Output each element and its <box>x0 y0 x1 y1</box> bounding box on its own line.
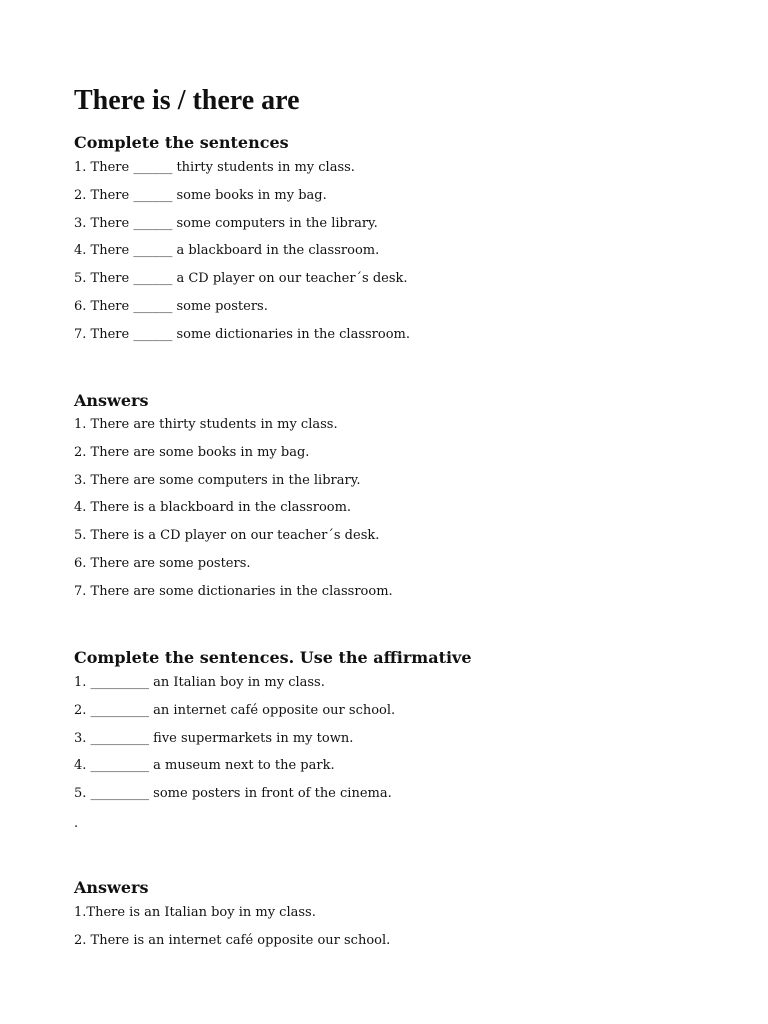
list-item: 1.There is an Italian boy in my class. <box>74 905 316 920</box>
answers1-list <box>74 415 393 610</box>
list-item: 3. There are some computers in the library. <box>74 472 361 488</box>
page-title: There is / there are <box>74 85 300 116</box>
section1-heading: Complete the sentences <box>74 133 289 152</box>
list-item: 5. There is a CD player on our teacher´s desk. <box>74 528 380 544</box>
list-item: 2. There is an internet café opposite our school. <box>74 932 391 948</box>
list-item: 4. There ______ a blackboard in the classroom. <box>74 243 380 259</box>
list-item: 6. There are some posters. <box>74 555 251 571</box>
list-item: 3. _________ five supermarkets in my town. <box>74 730 354 746</box>
answers2-heading: Answers <box>74 878 149 897</box>
list-item: 4. There is a blackboard in the classroom. <box>74 500 352 516</box>
answers2-list <box>74 903 390 959</box>
list-item: 3. There ______ some computers in the library. <box>74 215 378 231</box>
list-item: 7. There are some dictionaries in the classroom. <box>74 583 393 599</box>
trailing-mark: . <box>74 816 79 831</box>
list-item: 2. There are some books in my bag. <box>74 444 310 460</box>
section2-heading: Complete the sentences. Use the affirmative <box>74 648 472 667</box>
section2-list <box>74 673 395 812</box>
list-item: 1. There ______ thirty students in my class. <box>74 160 355 175</box>
list-item: 6. There ______ some posters. <box>74 298 268 314</box>
list-item: 5. There ______ a CD player on our teacher´s desk. <box>74 271 408 287</box>
answers1-heading: Answers <box>74 391 149 410</box>
list-item: 4. _________ a museum next to the park. <box>74 758 335 774</box>
section1-list <box>74 158 410 353</box>
list-item: 2. _________ an internet café opposite our school. <box>74 702 396 718</box>
list-item: 5. _________ some posters in front of the cinema. <box>74 786 392 802</box>
list-item: 1. There are thirty students in my class. <box>74 417 338 432</box>
list-item: 1. _________ an Italian boy in my class. <box>74 675 325 690</box>
list-item: 2. There ______ some books in my bag. <box>74 187 327 203</box>
list-item: 7. There ______ some dictionaries in the classroom. <box>74 326 411 342</box>
